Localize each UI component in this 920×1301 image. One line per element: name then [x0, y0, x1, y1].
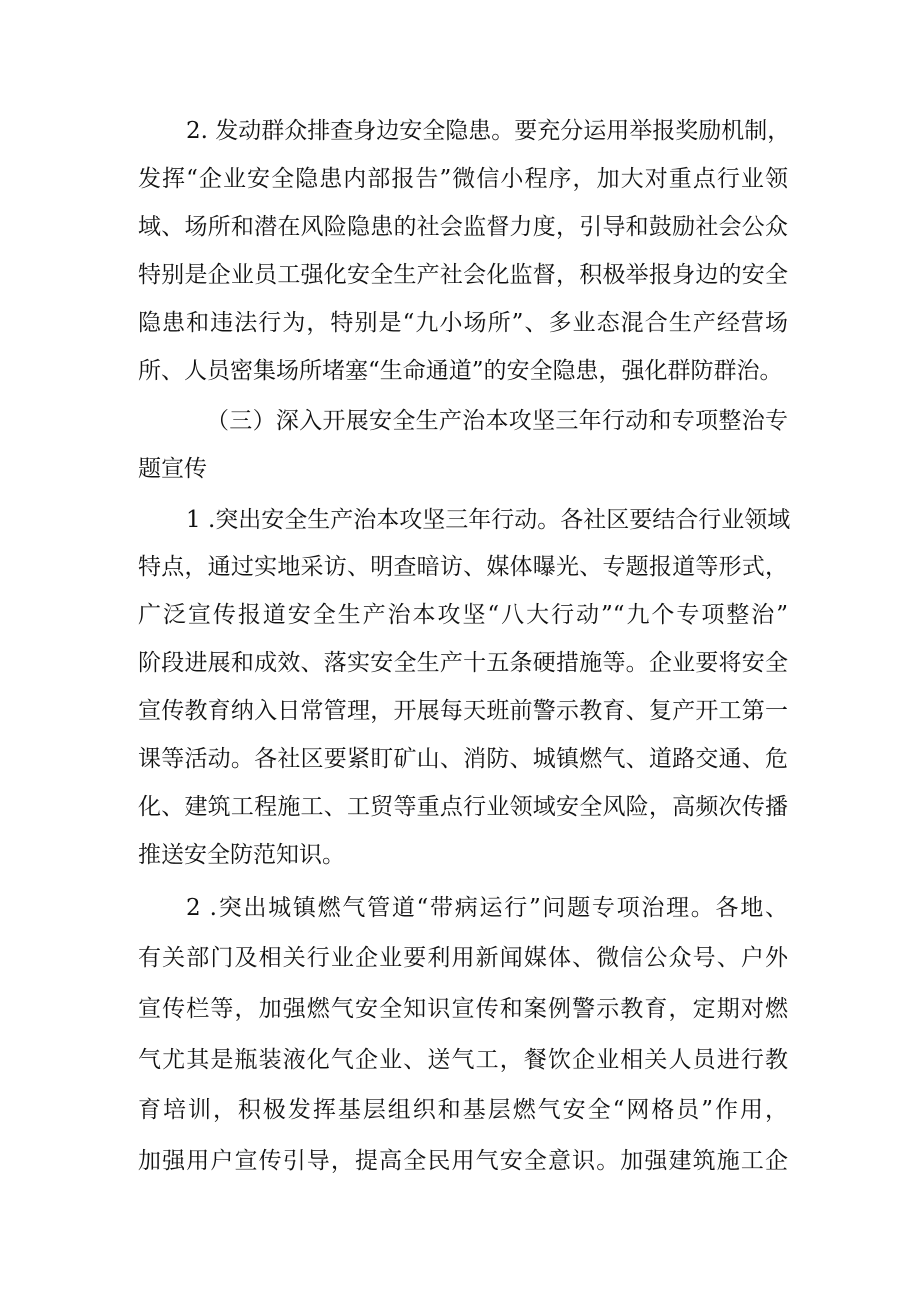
paragraph-2-line-7: 化、建筑工程施工、工贸等重点行业领域安全风险，高频次传播 — [138, 794, 788, 820]
paragraph-2-line-5: 宣传教育纳入日常管理，开展每天班前警示教育、复产开工第一 — [138, 698, 788, 724]
section-heading-line-1: （三）深入开展安全生产治本攻坚三年行动和专项整治专 — [206, 408, 788, 434]
paragraph-1-line-4: 特别是企业员工强化安全生产社会化监督，积极举报身边的安全 — [138, 262, 788, 288]
paragraph-3-line-4: 气尤其是瓶装液化气企业、送气工，餐饮企业相关人员进行教 — [138, 1047, 788, 1073]
paragraph-2-line-3: 广泛宣传报道安全生产治本攻坚“八大行动”“九个专项整治” — [138, 602, 788, 628]
paragraph-2-line-6: 课等活动。各社区要紧盯矿山、消防、城镇燃气、道路交通、危 — [138, 746, 788, 772]
paragraph-1-line-5: 隐患和违法行为，特别是“九小场所”、多业态混合生产经营场 — [138, 310, 788, 336]
paragraph-3-line-6: 加强用户宣传引导，提高全民用气安全意识。加强建筑施工企 — [138, 1148, 788, 1174]
paragraph-2-line-1: 1 .突出安全生产治本攻坚三年行动。各社区要结合行业领域 — [186, 507, 791, 533]
paragraph-3-line-2: 有关部门及相关行业企业要利用新闻媒体、微信公众号、户外 — [138, 945, 788, 971]
paragraph-1-line-3: 域、场所和潜在风险隐患的社会监督力度，引导和鼓励社会公众 — [138, 214, 788, 240]
section-heading-line-2: 题宣传 — [138, 456, 207, 482]
paragraph-2-line-2: 特点，通过实地采访、明查暗访、媒体曝光、专题报道等形式， — [138, 554, 788, 580]
paragraph-2-line-4: 阶段进展和成效、落实安全生产十五条硬措施等。企业要将安全 — [138, 650, 788, 676]
paragraph-1-line-1: 2. 发动群众排查身边安全隐患。要充分运用举报奖励机制， — [186, 118, 791, 144]
paragraph-1-line-2: 发挥“企业安全隐患内部报告”微信小程序，加大对重点行业领 — [138, 166, 788, 192]
paragraph-2-line-8: 推送安全防范知识。 — [138, 842, 345, 868]
paragraph-3-line-5: 育培训，积极发挥基层组织和基层燃气安全“网格员”作用， — [138, 1097, 788, 1123]
paragraph-3-line-1: 2 .突出城镇燃气管道“带病运行”问题专项治理。各地、 — [186, 895, 788, 921]
paragraph-3-line-3: 宣传栏等，加强燃气安全知识宣传和案例警示教育，定期对燃 — [138, 996, 788, 1022]
paragraph-1-line-6: 所、人员密集场所堵塞“生命通道”的安全隐患，强化群防群治。 — [138, 358, 783, 384]
